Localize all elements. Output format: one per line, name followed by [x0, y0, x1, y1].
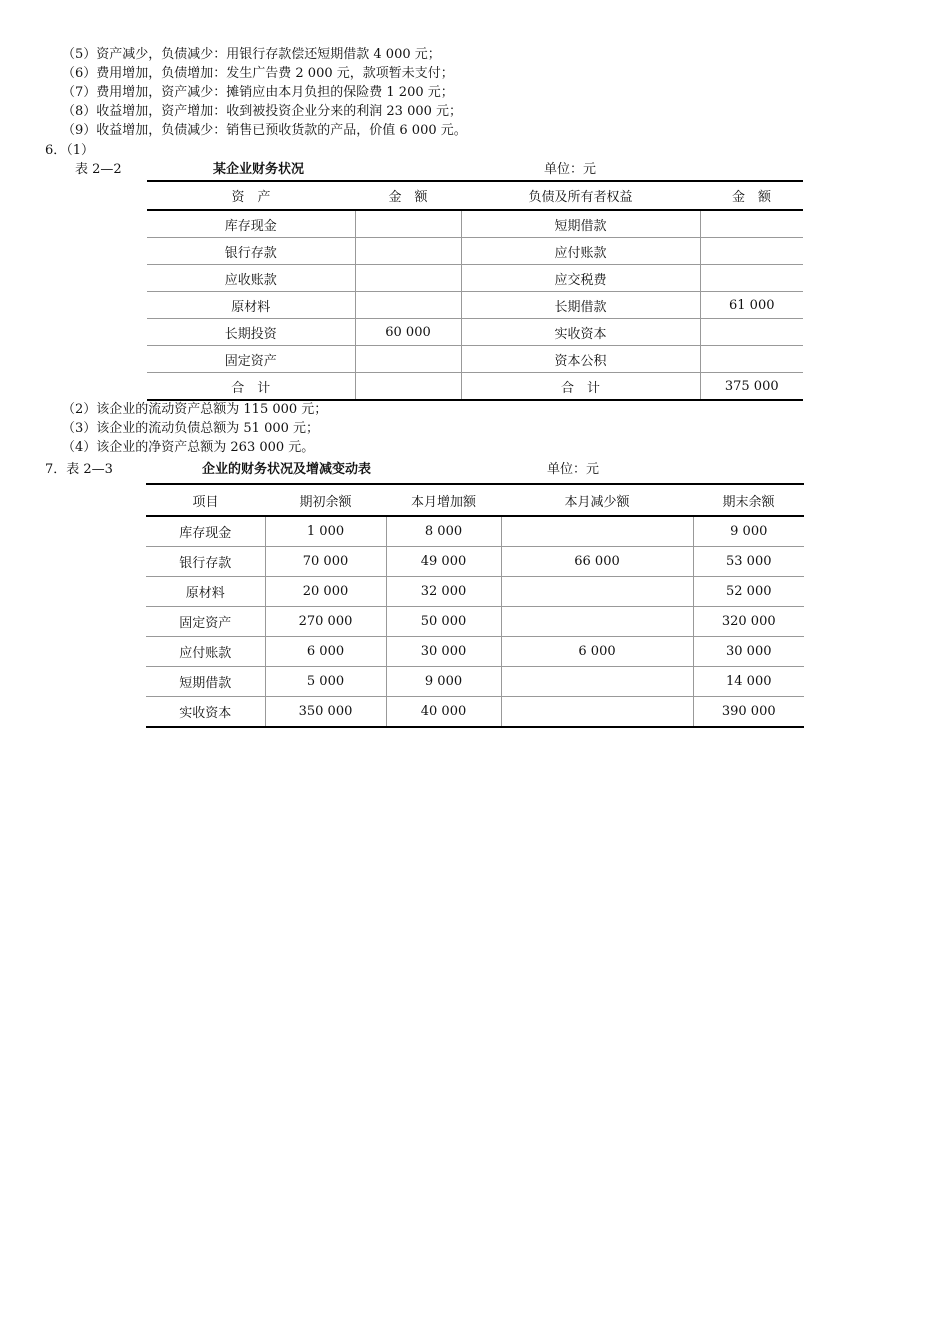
asset-total-amount	[355, 373, 461, 401]
table-row	[147, 346, 803, 373]
liability-name: 资本公积	[461, 346, 700, 373]
opening-balance: 270 000	[265, 607, 386, 637]
table-row	[146, 547, 804, 577]
q6-answer-4: （4）该企业的净资产总额为 263 000 元。	[62, 440, 315, 455]
closing-balance: 390 000	[693, 697, 804, 728]
opening-balance: 20 000	[265, 577, 386, 607]
liability-amount	[700, 210, 803, 238]
asset-name: 库存现金	[147, 210, 355, 238]
table-row	[147, 210, 803, 238]
decrease-amount	[501, 697, 693, 728]
asset-amount	[355, 292, 461, 319]
decrease-amount	[501, 607, 693, 637]
table-total-row	[147, 373, 803, 401]
item-name: 固定资产	[146, 607, 265, 637]
decrease-amount	[501, 516, 693, 547]
intro-line-7: （7）费用增加，资产减少：摊销应由本月负担的保险费 1 200 元；	[62, 85, 454, 100]
liability-amount	[700, 346, 803, 373]
increase-amount: 8 000	[386, 516, 501, 547]
header-increase: 本月增加额	[386, 484, 501, 516]
table-row	[146, 637, 804, 667]
q6-table-title: 某企业财务状况	[213, 162, 305, 177]
closing-balance: 52 000	[693, 577, 804, 607]
header-closing-balance: 期末余额	[693, 484, 804, 516]
increase-amount: 49 000	[386, 547, 501, 577]
asset-name: 长期投资	[147, 319, 355, 346]
table-row	[147, 319, 803, 346]
increase-amount: 9 000	[386, 667, 501, 697]
opening-balance: 5 000	[265, 667, 386, 697]
table-row	[147, 238, 803, 265]
intro-line-6: （6）费用增加，负债增加：发生广告费 2 000 元，款项暂未支付；	[62, 66, 454, 81]
closing-balance: 30 000	[693, 637, 804, 667]
closing-balance: 53 000	[693, 547, 804, 577]
liability-amount	[700, 319, 803, 346]
header-liabilities-equity: 负债及所有者权益	[461, 181, 700, 210]
liability-amount	[700, 238, 803, 265]
header-amount: 金 额	[700, 181, 803, 210]
liability-name: 实收资本	[461, 319, 700, 346]
asset-amount	[355, 210, 461, 238]
opening-balance: 350 000	[265, 697, 386, 728]
header-assets: 资 产	[147, 181, 355, 210]
asset-name: 银行存款	[147, 238, 355, 265]
q6-heading: 6．（1）	[45, 143, 95, 158]
table-row	[146, 577, 804, 607]
asset-amount	[355, 238, 461, 265]
increase-amount: 40 000	[386, 697, 501, 728]
decrease-amount	[501, 667, 693, 697]
asset-name: 固定资产	[147, 346, 355, 373]
intro-line-5: （5）资产减少，负债减少：用银行存款偿还短期借款 4 000 元；	[62, 47, 441, 62]
q6-unit-label: 单位：元	[544, 162, 597, 177]
balance-table	[147, 180, 803, 401]
item-name: 库存现金	[146, 516, 265, 547]
balance-table-header	[147, 181, 803, 210]
liability-name: 应付账款	[461, 238, 700, 265]
table-row	[146, 516, 804, 547]
table-row	[147, 292, 803, 319]
table-row	[146, 667, 804, 697]
header-opening-balance: 期初余额	[265, 484, 386, 516]
intro-line-9: （9）收益增加，负债减少：销售已预收货款的产品，价值 6 000 元。	[62, 123, 467, 138]
changes-table-header	[146, 484, 804, 516]
q6-table-number: 表 2—2	[75, 162, 122, 177]
item-name: 实收资本	[146, 697, 265, 728]
opening-balance: 1 000	[265, 516, 386, 547]
liability-name: 应交税费	[461, 265, 700, 292]
closing-balance: 320 000	[693, 607, 804, 637]
table-row	[146, 607, 804, 637]
item-name: 银行存款	[146, 547, 265, 577]
increase-amount: 50 000	[386, 607, 501, 637]
liability-total-label: 合 计	[461, 373, 700, 401]
q6-answer-2: （2）该企业的流动资产总额为 115 000 元；	[62, 402, 328, 417]
asset-name: 应收账款	[147, 265, 355, 292]
liability-name: 短期借款	[461, 210, 700, 238]
item-name: 短期借款	[146, 667, 265, 697]
asset-amount	[355, 346, 461, 373]
changes-table	[146, 483, 804, 728]
asset-amount: 60 000	[355, 319, 461, 346]
header-item: 项目	[146, 484, 265, 516]
asset-total-label: 合 计	[147, 373, 355, 401]
decrease-amount: 66 000	[501, 547, 693, 577]
header-decrease: 本月减少额	[501, 484, 693, 516]
q6-answer-3: （3）该企业的流动负债总额为 51 000 元；	[62, 421, 320, 436]
liability-amount: 61 000	[700, 292, 803, 319]
opening-balance: 70 000	[265, 547, 386, 577]
increase-amount: 30 000	[386, 637, 501, 667]
q7-table-title: 企业的财务状况及增减变动表	[202, 462, 372, 477]
header-amount: 金 额	[355, 181, 461, 210]
liability-name: 长期借款	[461, 292, 700, 319]
increase-amount: 32 000	[386, 577, 501, 607]
intro-line-8: （8）收益增加，资产增加：收到被投资企业分来的利润 23 000 元；	[62, 104, 463, 119]
closing-balance: 9 000	[693, 516, 804, 547]
item-name: 应付账款	[146, 637, 265, 667]
asset-amount	[355, 265, 461, 292]
q7-heading: 7．表 2—3	[45, 462, 113, 477]
closing-balance: 14 000	[693, 667, 804, 697]
asset-name: 原材料	[147, 292, 355, 319]
q7-unit-label: 单位：元	[547, 462, 600, 477]
liability-amount	[700, 265, 803, 292]
table-row	[146, 697, 804, 728]
table-row	[147, 265, 803, 292]
decrease-amount	[501, 577, 693, 607]
opening-balance: 6 000	[265, 637, 386, 667]
decrease-amount: 6 000	[501, 637, 693, 667]
item-name: 原材料	[146, 577, 265, 607]
liability-total-amount: 375 000	[700, 373, 803, 401]
